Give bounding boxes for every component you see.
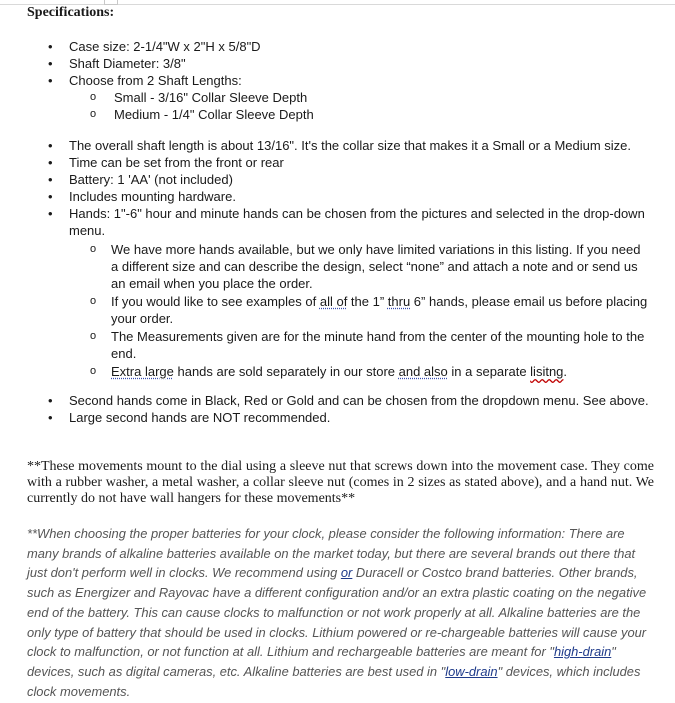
text-run: high-drain: [553, 644, 612, 660]
list-item: • Time can be set from the front or rear: [0, 154, 659, 171]
sublist-item: o We have more hands available, but we only have limited variations in this listing. If you need a different size and can describe the design, select “none” and attach a note and or send us an email when you place the order.: [69, 241, 651, 292]
text-run: Extra large: [111, 364, 174, 379]
sublist-item: [69, 363, 651, 380]
text-run: all of: [319, 294, 348, 309]
text-run: 6” hands, please email us before placing your order.: [111, 294, 648, 326]
text-run: low-drain: [445, 663, 498, 679]
list-item: • Case size: 2-1/4"W x 2"H x 5/8"D: [0, 38, 659, 55]
list-item: [0, 205, 659, 380]
list-item: • Includes mounting hardware.: [0, 188, 659, 205]
specs-list-b: [0, 137, 659, 381]
sublist-item: o Medium - 1/4" Collar Sleeve Depth: [69, 106, 659, 123]
list-item: [0, 72, 659, 123]
list-item: • Second hands come in Black, Red or Gold and can be chosen from the dropdown menu. See above.: [0, 392, 659, 409]
text-run: the 1”: [347, 294, 388, 309]
shaft-length-sublist: [69, 89, 659, 123]
text-run: or: [340, 565, 353, 581]
list-item: • Battery: 1 'AA' (not included): [0, 171, 659, 188]
list-item-text: Hands: 1"-6" hour and minute hands can be chosen from the pictures and selected in the drop-down menu.: [69, 206, 645, 238]
sublist-item: o Small - 3/16" Collar Sleeve Depth: [69, 89, 659, 106]
text-run: " devices, which includes clock movements.: [27, 663, 641, 699]
list-item-text: Choose from 2 Shaft Lengths:: [69, 73, 242, 88]
text-run: If you would like to see examples of: [111, 294, 320, 309]
text-run: **When choosing the proper batteries for your clock, please consider the following information: There are many brands of alkaline batteries available on the market today, but there are several brands out there that just don't perform well in clocks. We recommend using: [27, 526, 636, 581]
mounting-note: **These movements mount to the dial using a sleeve nut that screws down into the movement case. They come with a rubber washer, a metal washer, a collar sleeve nut (comes in 2 sizes as stated above), and a hand nut. We currently do not have wall hangers for these movements**: [27, 459, 654, 506]
hands-sublist: [69, 241, 659, 380]
text-run: Duracell or Costco brand batteries. Other brands, such as Energizer and Rayovac have a different configuration and/or an extra plastic coating on the negative end of the battery. This can cause clocks to malfunction or not work properly at all. Alkaline batteries are the only type of battery that should be used in clocks. Lithium powered or re-chargeable batteries will cause your clock to malfunction, or not function at all. Lithium and rechargeable batteries are meant for ": [27, 565, 647, 660]
battery-note: [27, 524, 654, 701]
sublist-item: o The Measurements given are for the minute hand from the center of the mounting hole to the end.: [69, 328, 651, 362]
list-item: • The overall shaft length is about 13/16". It's the collar size that makes it a Small or a Medium size.: [0, 137, 659, 154]
specs-list-c: [0, 392, 659, 426]
text-run: and also: [398, 364, 448, 379]
list-item: • Shaft Diameter: 3/8": [0, 55, 659, 72]
text-run: hands are sold separately in our store: [173, 364, 399, 379]
list-item: • Large second hands are NOT recommended.: [0, 409, 659, 426]
text-run: " devices, such as digital cameras, etc. Alkaline batteries are best used in ": [27, 644, 616, 679]
sublist-item: [69, 293, 651, 327]
text-run: thru: [387, 294, 411, 309]
specifications-heading: Specifications:: [27, 5, 115, 20]
misspelled-word: lisitng: [530, 364, 564, 379]
text-run: .: [563, 364, 568, 379]
specs-list-a: [0, 38, 659, 123]
text-run: in a separate: [447, 364, 531, 379]
